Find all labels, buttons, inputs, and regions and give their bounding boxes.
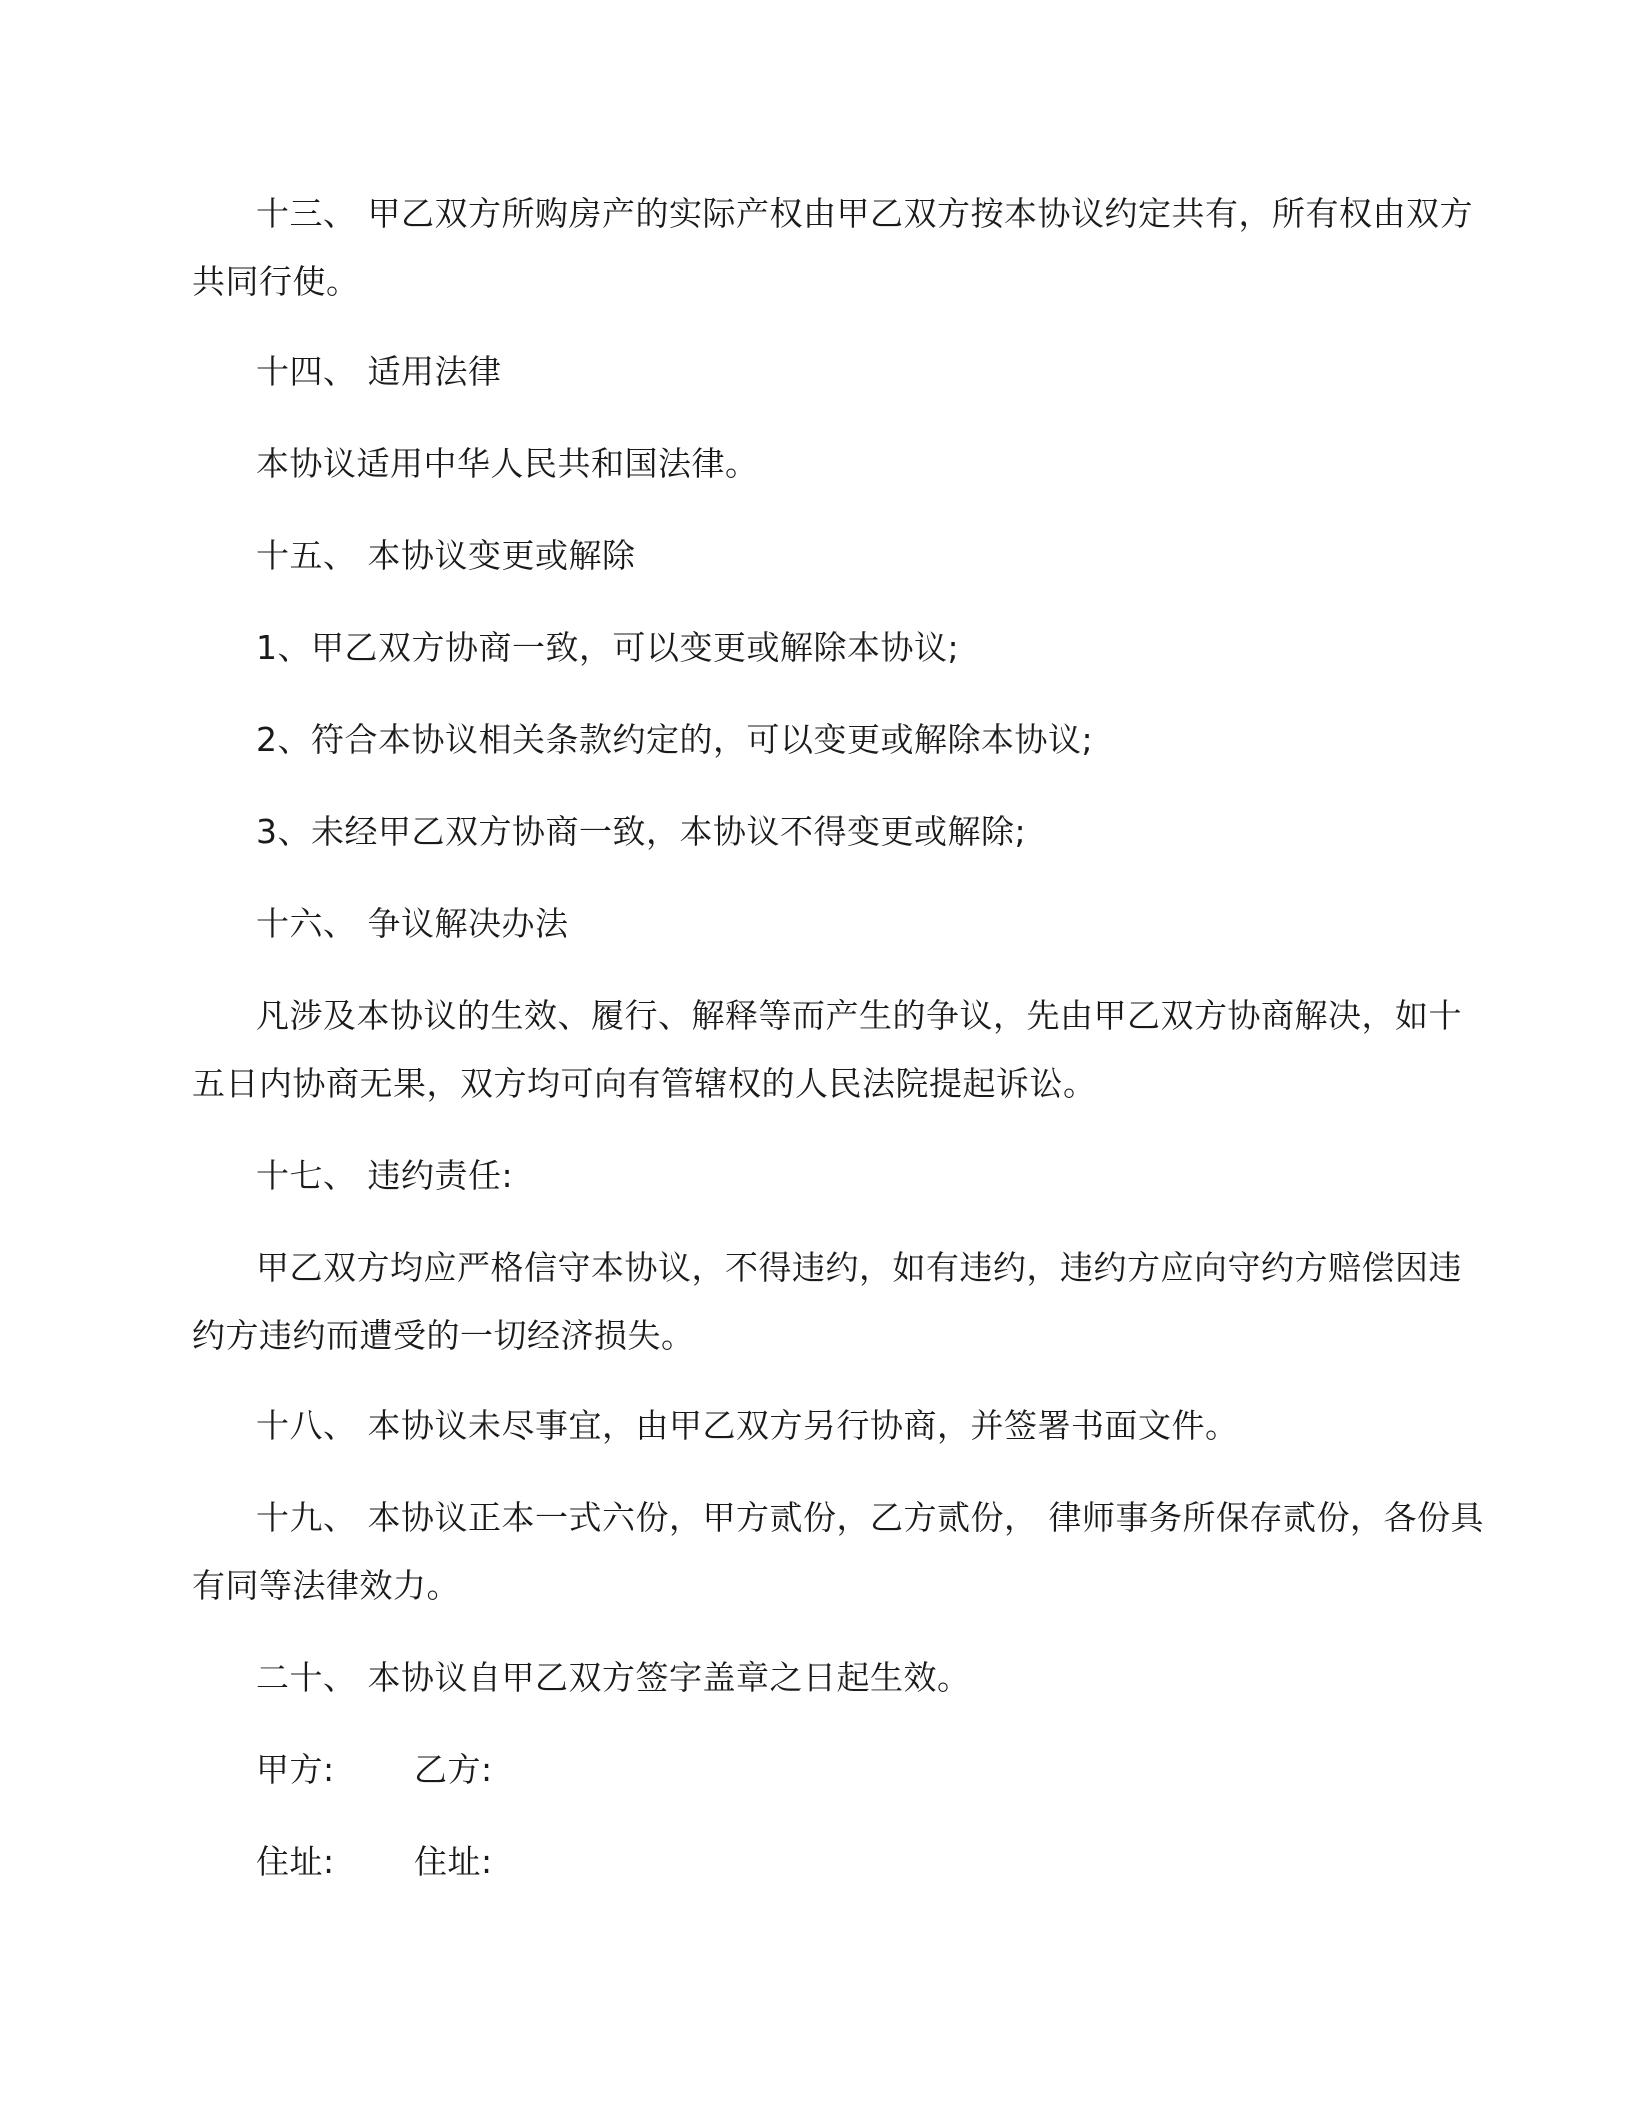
- clause-14-heading: 十四、 适用法律: [256, 352, 502, 391]
- clause-15-item-2: 2、符合本协议相关条款约定的，可以变更或解除本协议;: [256, 720, 1094, 759]
- clause-14-body: 本协议适用中华人民共和国法律。: [256, 444, 759, 483]
- clause-17-heading: 十七、 违约责任:: [256, 1156, 514, 1195]
- clause-13-line-1: 十三、 甲乙双方所购房产的实际产权由甲乙双方按本协议约定共有，所有权由双方: [256, 194, 1473, 233]
- clause-16-heading: 十六、 争议解决办法: [256, 904, 569, 943]
- clause-17-line-2: 约方违约而遭受的一切经济损失。: [192, 1316, 695, 1355]
- address-b-label: 住址:: [414, 1842, 493, 1881]
- clause-18-text: 十八、 本协议未尽事宜，由甲乙双方另行协商，并签署书面文件。: [256, 1406, 1239, 1445]
- clause-16-line-2: 五日内协商无果，双方均可向有管辖权的人民法院提起诉讼。: [192, 1064, 1097, 1103]
- clause-13-line-2: 共同行使。: [192, 262, 360, 301]
- clause-20-text: 二十、 本协议自甲乙双方签字盖章之日起生效。: [256, 1658, 971, 1697]
- clause-19-line-2: 有同等法律效力。: [192, 1566, 460, 1605]
- clause-16-line-1: 凡涉及本协议的生效、履行、解释等而产生的争议，先由甲乙双方协商解决，如十: [256, 996, 1462, 1035]
- clause-15-item-1: 1、甲乙双方协商一致，可以变更或解除本协议;: [256, 628, 960, 667]
- clause-19-line-1: 十九、 本协议正本一式六份，甲方贰份，乙方贰份， 律师事务所保存贰份，各份具: [256, 1498, 1484, 1537]
- clause-15-heading: 十五、 本协议变更或解除: [256, 536, 636, 575]
- clause-17-line-1: 甲乙双方均应严格信守本协议，不得违约，如有违约，违约方应向守约方赔偿因违: [256, 1248, 1462, 1287]
- clause-15-item-3: 3、未经甲乙双方协商一致，本协议不得变更或解除;: [256, 812, 1027, 851]
- address-a-label: 住址:: [256, 1842, 335, 1881]
- party-b-label: 乙方:: [414, 1750, 493, 1789]
- party-a-label: 甲方:: [256, 1750, 335, 1789]
